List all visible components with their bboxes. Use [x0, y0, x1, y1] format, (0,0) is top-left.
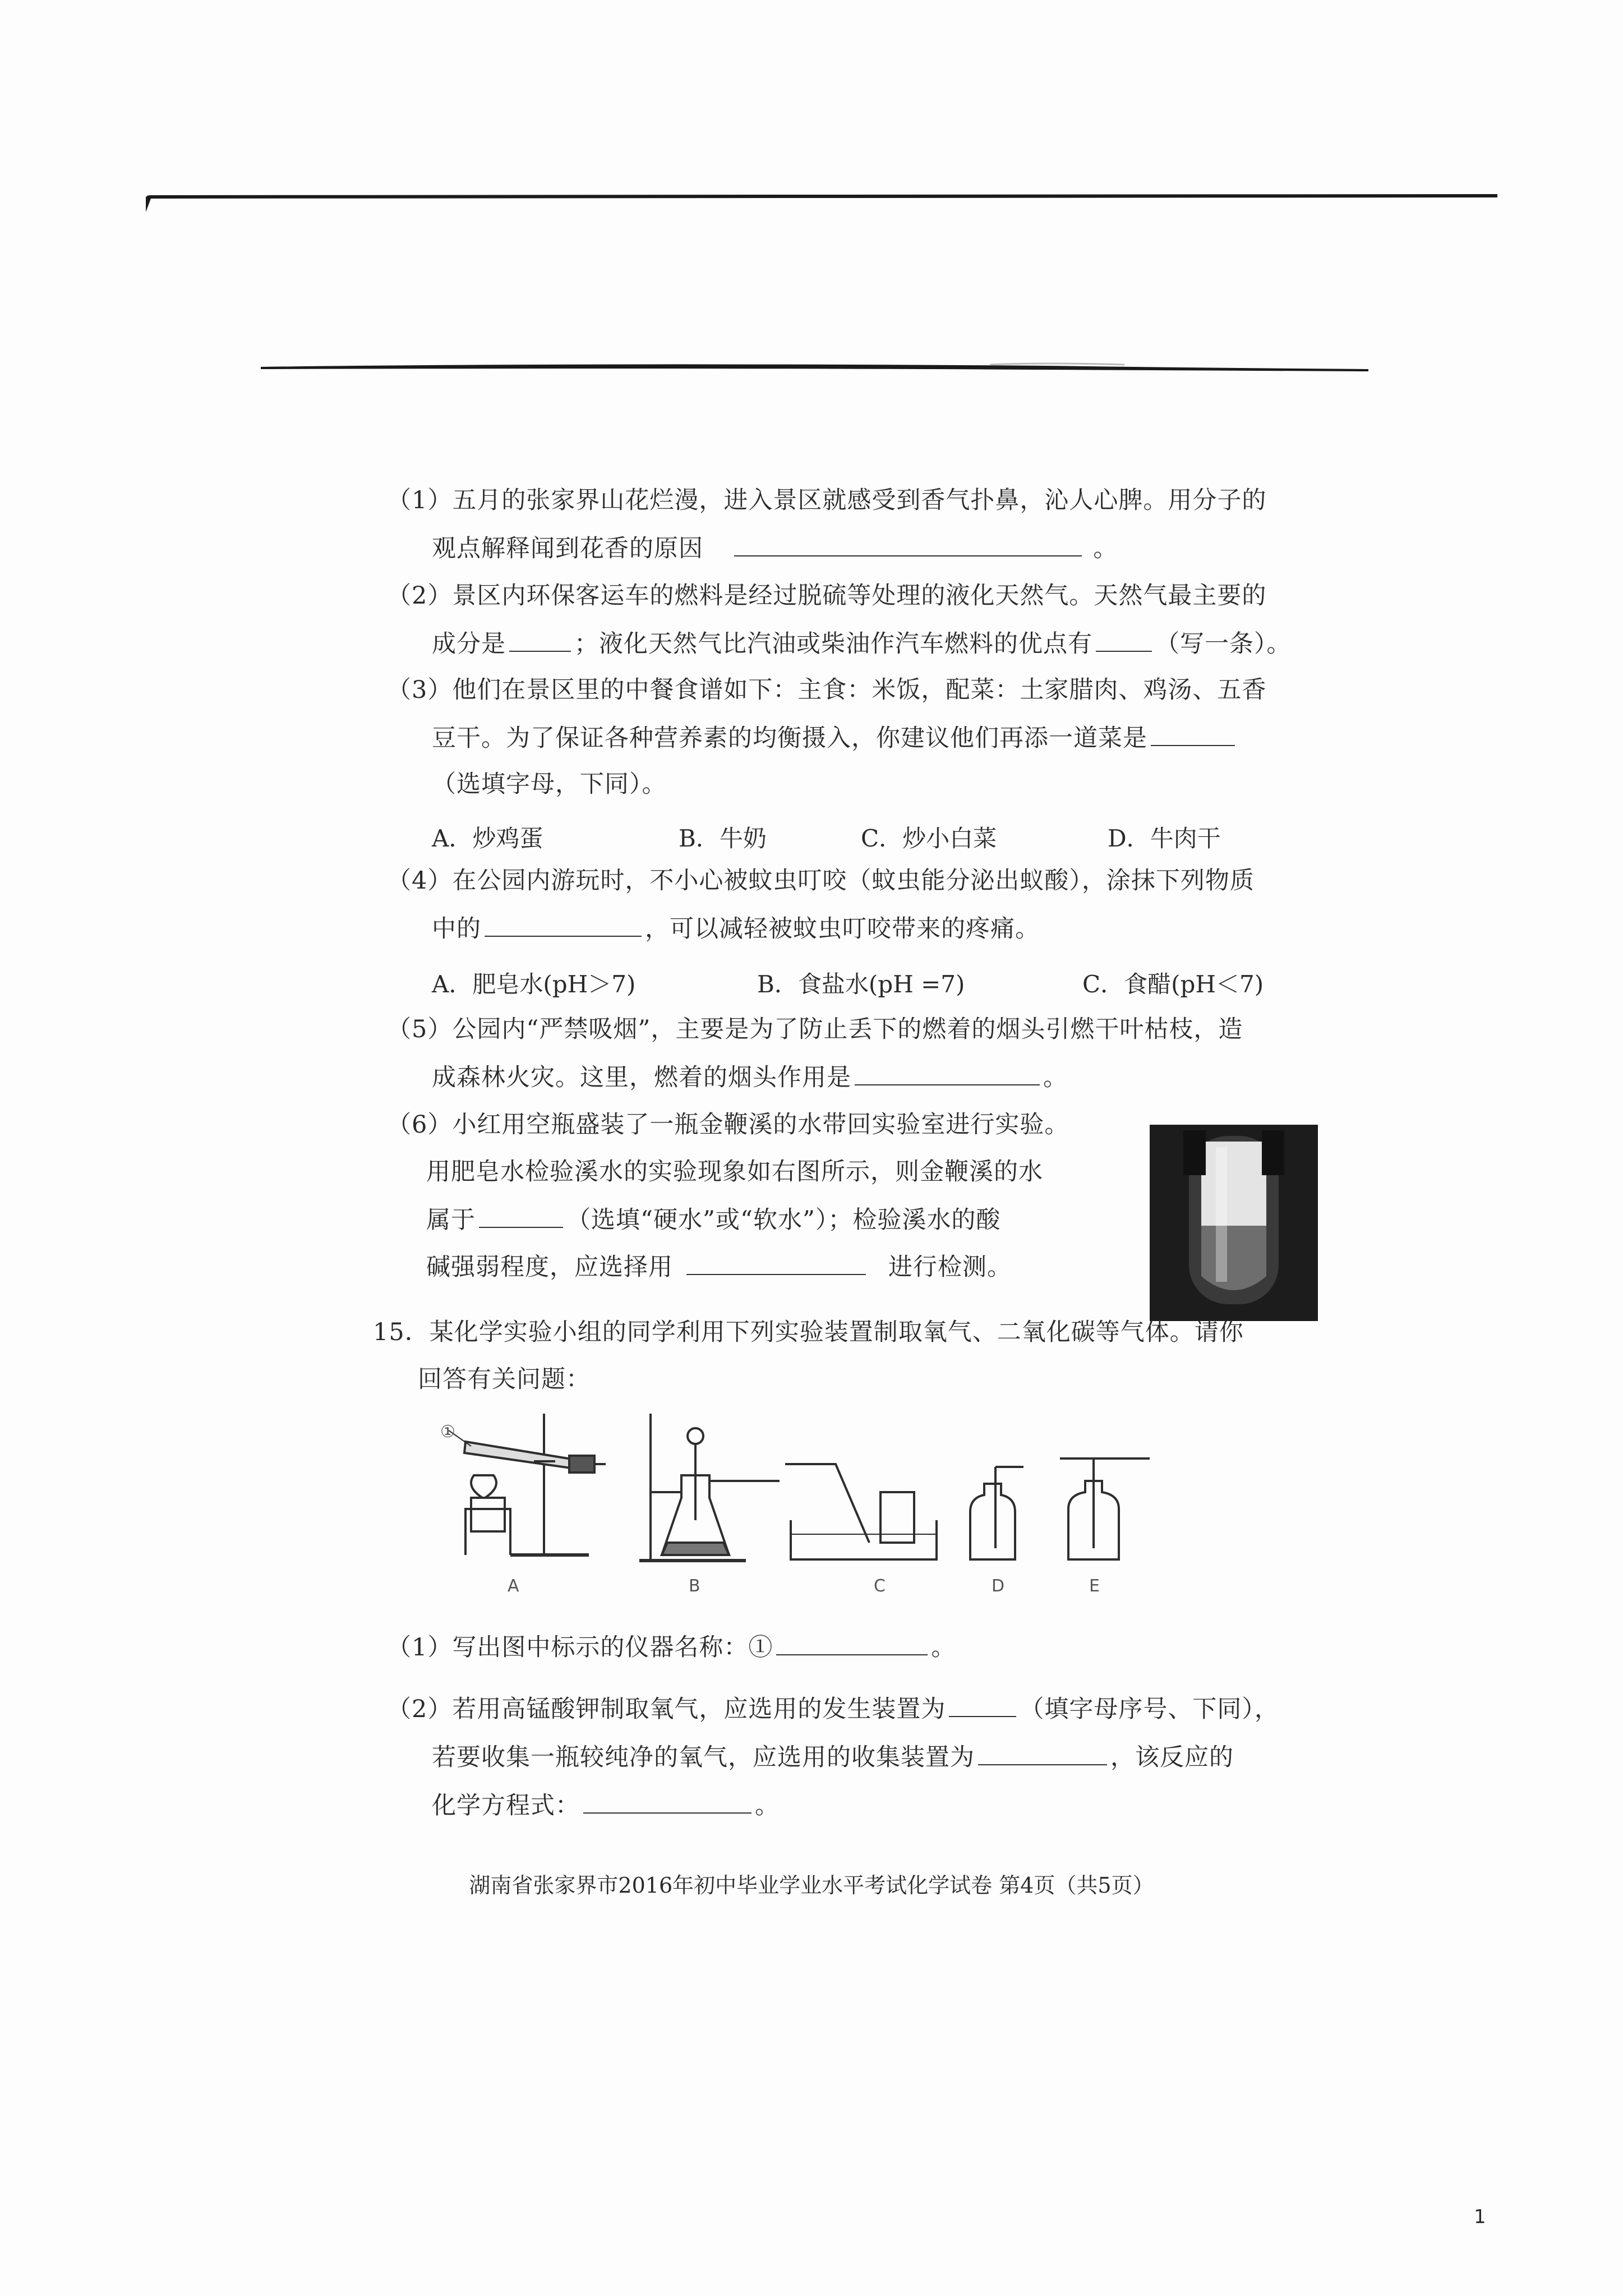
q14-p1-end: 。 — [1093, 535, 1118, 563]
page-number: 1 — [1474, 2206, 1486, 2228]
apparatus-label-e: E — [1089, 1576, 1100, 1596]
q14-p6-line1: （6）小红用空瓶盛装了一瓶金鞭溪的水带回实验室进行实验。 — [387, 1111, 1069, 1139]
q15-intro — [373, 1315, 1326, 1405]
q15-s2-line3-a: 化学方程式： — [432, 1792, 580, 1820]
q14-part5 — [387, 1013, 1312, 1091]
q15-s2-line2-b: ，该反应的 — [1110, 1743, 1234, 1772]
q15-sub2 — [387, 1691, 1312, 1837]
top-border-rule — [143, 191, 1500, 213]
q14-p2-line2-c: （写一条）。 — [1155, 630, 1292, 658]
q15-intro-line2: 回答有关问题： — [418, 1365, 591, 1393]
q15-s2-blank-generator[interactable] — [949, 1691, 1016, 1717]
q15-intro-line1: 15．某化学实验小组的同学利用下列实验装置制取氧气、二氧化碳等气体。请你 — [373, 1318, 1244, 1346]
q14-p4-option-b[interactable]: B．食盐水(pH =7) — [757, 970, 965, 998]
q14-p4-line2-b: ，可以减轻被蚊虫叮咬带来的疼痛。 — [645, 915, 1040, 943]
q14-p1-line1: （1）五月的张家界山花烂漫，进入景区就感受到香气扑鼻，沁人心脾。用分子的 — [387, 486, 1267, 514]
q14-p3-option-a[interactable]: A．炒鸡蛋 — [432, 825, 543, 852]
apparatus-label-c: C — [874, 1576, 886, 1596]
q15-s2-blank-collector[interactable] — [978, 1740, 1107, 1765]
q15-s2-line2-a: 若要收集一瓶较纯净的氧气，应选用的收集装置为 — [432, 1743, 975, 1772]
q14-part1 — [387, 484, 1312, 562]
q14-p4-line2-a: 中的 — [432, 915, 481, 943]
q14-p3-line3: （选填字母，下同）。 — [432, 770, 667, 798]
q14-p3-option-c[interactable]: C．炒小白菜 — [861, 825, 997, 852]
lab-apparatus-figure — [432, 1408, 1217, 1576]
q15-sub1 — [387, 1630, 1312, 1663]
q14-p4-option-a[interactable]: A．肥皂水(pH＞7) — [432, 970, 636, 998]
page-footer: 湖南省张家界市2016年初中毕业学业水平考试化学试卷 第4页（共5页） — [469, 1873, 1154, 1898]
q14-p4-answer-blank[interactable] — [485, 911, 642, 937]
q14-p2-line2-b: ；液化天然气比汽油或柴油作汽车燃料的优点有 — [574, 630, 1092, 658]
test-tube-photo — [1150, 1125, 1318, 1321]
q14-p4-line1: （4）在公园内游玩时，不小心被蚊虫叮咬（蚊虫能分泌出蚁酸），涂抹下列物质 — [387, 867, 1255, 895]
apparatus-b — [639, 1414, 780, 1561]
q15-s1-text: （1）写出图中标示的仪器名称：① — [387, 1634, 773, 1662]
apparatus-e — [1060, 1458, 1150, 1559]
q14-part2 — [387, 579, 1312, 657]
q14-p3-line1: （3）他们在景区里的中餐食谱如下：主食：米饭，配菜：土家腊肉、鸡汤、五香 — [387, 676, 1267, 704]
q14-p2-blank-main-component[interactable] — [509, 626, 571, 652]
q14-p6-blank-test-method[interactable] — [686, 1249, 866, 1275]
q15-s1-answer-blank[interactable] — [776, 1630, 928, 1655]
q14-p1-answer-blank[interactable] — [734, 531, 1082, 556]
q14-p3-line2: 豆干。为了保证各种营养素的均衡摄入，你建议他们再添一道菜是 — [432, 724, 1147, 752]
q14-p5-line1: （5）公园内“严禁吸烟”，主要是为了防止丢下的燃着的烟头引燃干叶枯枝，造 — [387, 1015, 1243, 1043]
q15-s1-end: 。 — [931, 1634, 956, 1662]
q14-p3-option-d[interactable]: D．牛肉干 — [1108, 825, 1221, 852]
apparatus-label-b: B — [689, 1576, 700, 1596]
q14-p2-blank-advantage[interactable] — [1096, 626, 1152, 652]
q14-part6 — [387, 1108, 1138, 1299]
q14-part3 — [387, 673, 1312, 853]
apparatus-c — [785, 1464, 937, 1559]
q14-p1-line2: 观点解释闻到花香的原因 — [432, 535, 703, 563]
q14-p6-line3-b: （选填“硬水”或“软水”）；检验溪水的酸 — [566, 1206, 1001, 1234]
q14-p2-line2-a: 成分是 — [432, 630, 506, 658]
q14-p6-line3-a: 属于 — [426, 1206, 476, 1234]
q15-s2-blank-equation[interactable] — [583, 1788, 751, 1814]
q15-s2-line1: （2）若用高锰酸钾制取氧气，应选用的发生装置为 — [387, 1695, 946, 1723]
header-divider-rule — [261, 359, 1371, 376]
apparatus-a — [449, 1414, 606, 1555]
apparatus-label-a: A — [508, 1576, 519, 1596]
q15-s2-line3-b: 。 — [755, 1792, 780, 1820]
q14-p6-line4-b: 进行检测。 — [888, 1253, 1012, 1281]
q14-p3-answer-blank[interactable] — [1151, 720, 1235, 746]
q14-p6-line4-a: 碱强弱程度，应选择用 — [426, 1253, 673, 1281]
q14-p6-line2: 用肥皂水检验溪水的实验现象如右图所示，则金鞭溪的水 — [426, 1158, 1043, 1186]
q15-s2-line1-b: （填字母序号、下同）， — [1020, 1695, 1279, 1723]
apparatus-label-d: D — [992, 1576, 1005, 1596]
apparatus-marker-1: ① — [440, 1422, 455, 1442]
q14-p5-end: 。 — [1043, 1064, 1068, 1092]
q14-p5-answer-blank[interactable] — [855, 1060, 1040, 1085]
q14-p3-option-b[interactable]: B．牛奶 — [679, 825, 767, 852]
q14-p5-line2: 成森林火灾。这里，燃着的烟头作用是 — [432, 1064, 851, 1092]
q14-part4 — [387, 864, 1312, 999]
q14-p2-line1: （2）景区内环保客运车的燃料是经过脱硫等处理的液化天然气。天然气最主要的 — [387, 582, 1267, 610]
q14-p4-option-c[interactable]: C．食醋(pH＜7) — [1082, 970, 1264, 998]
apparatus-d — [970, 1467, 1023, 1559]
q14-p6-blank-water-type[interactable] — [479, 1202, 563, 1228]
